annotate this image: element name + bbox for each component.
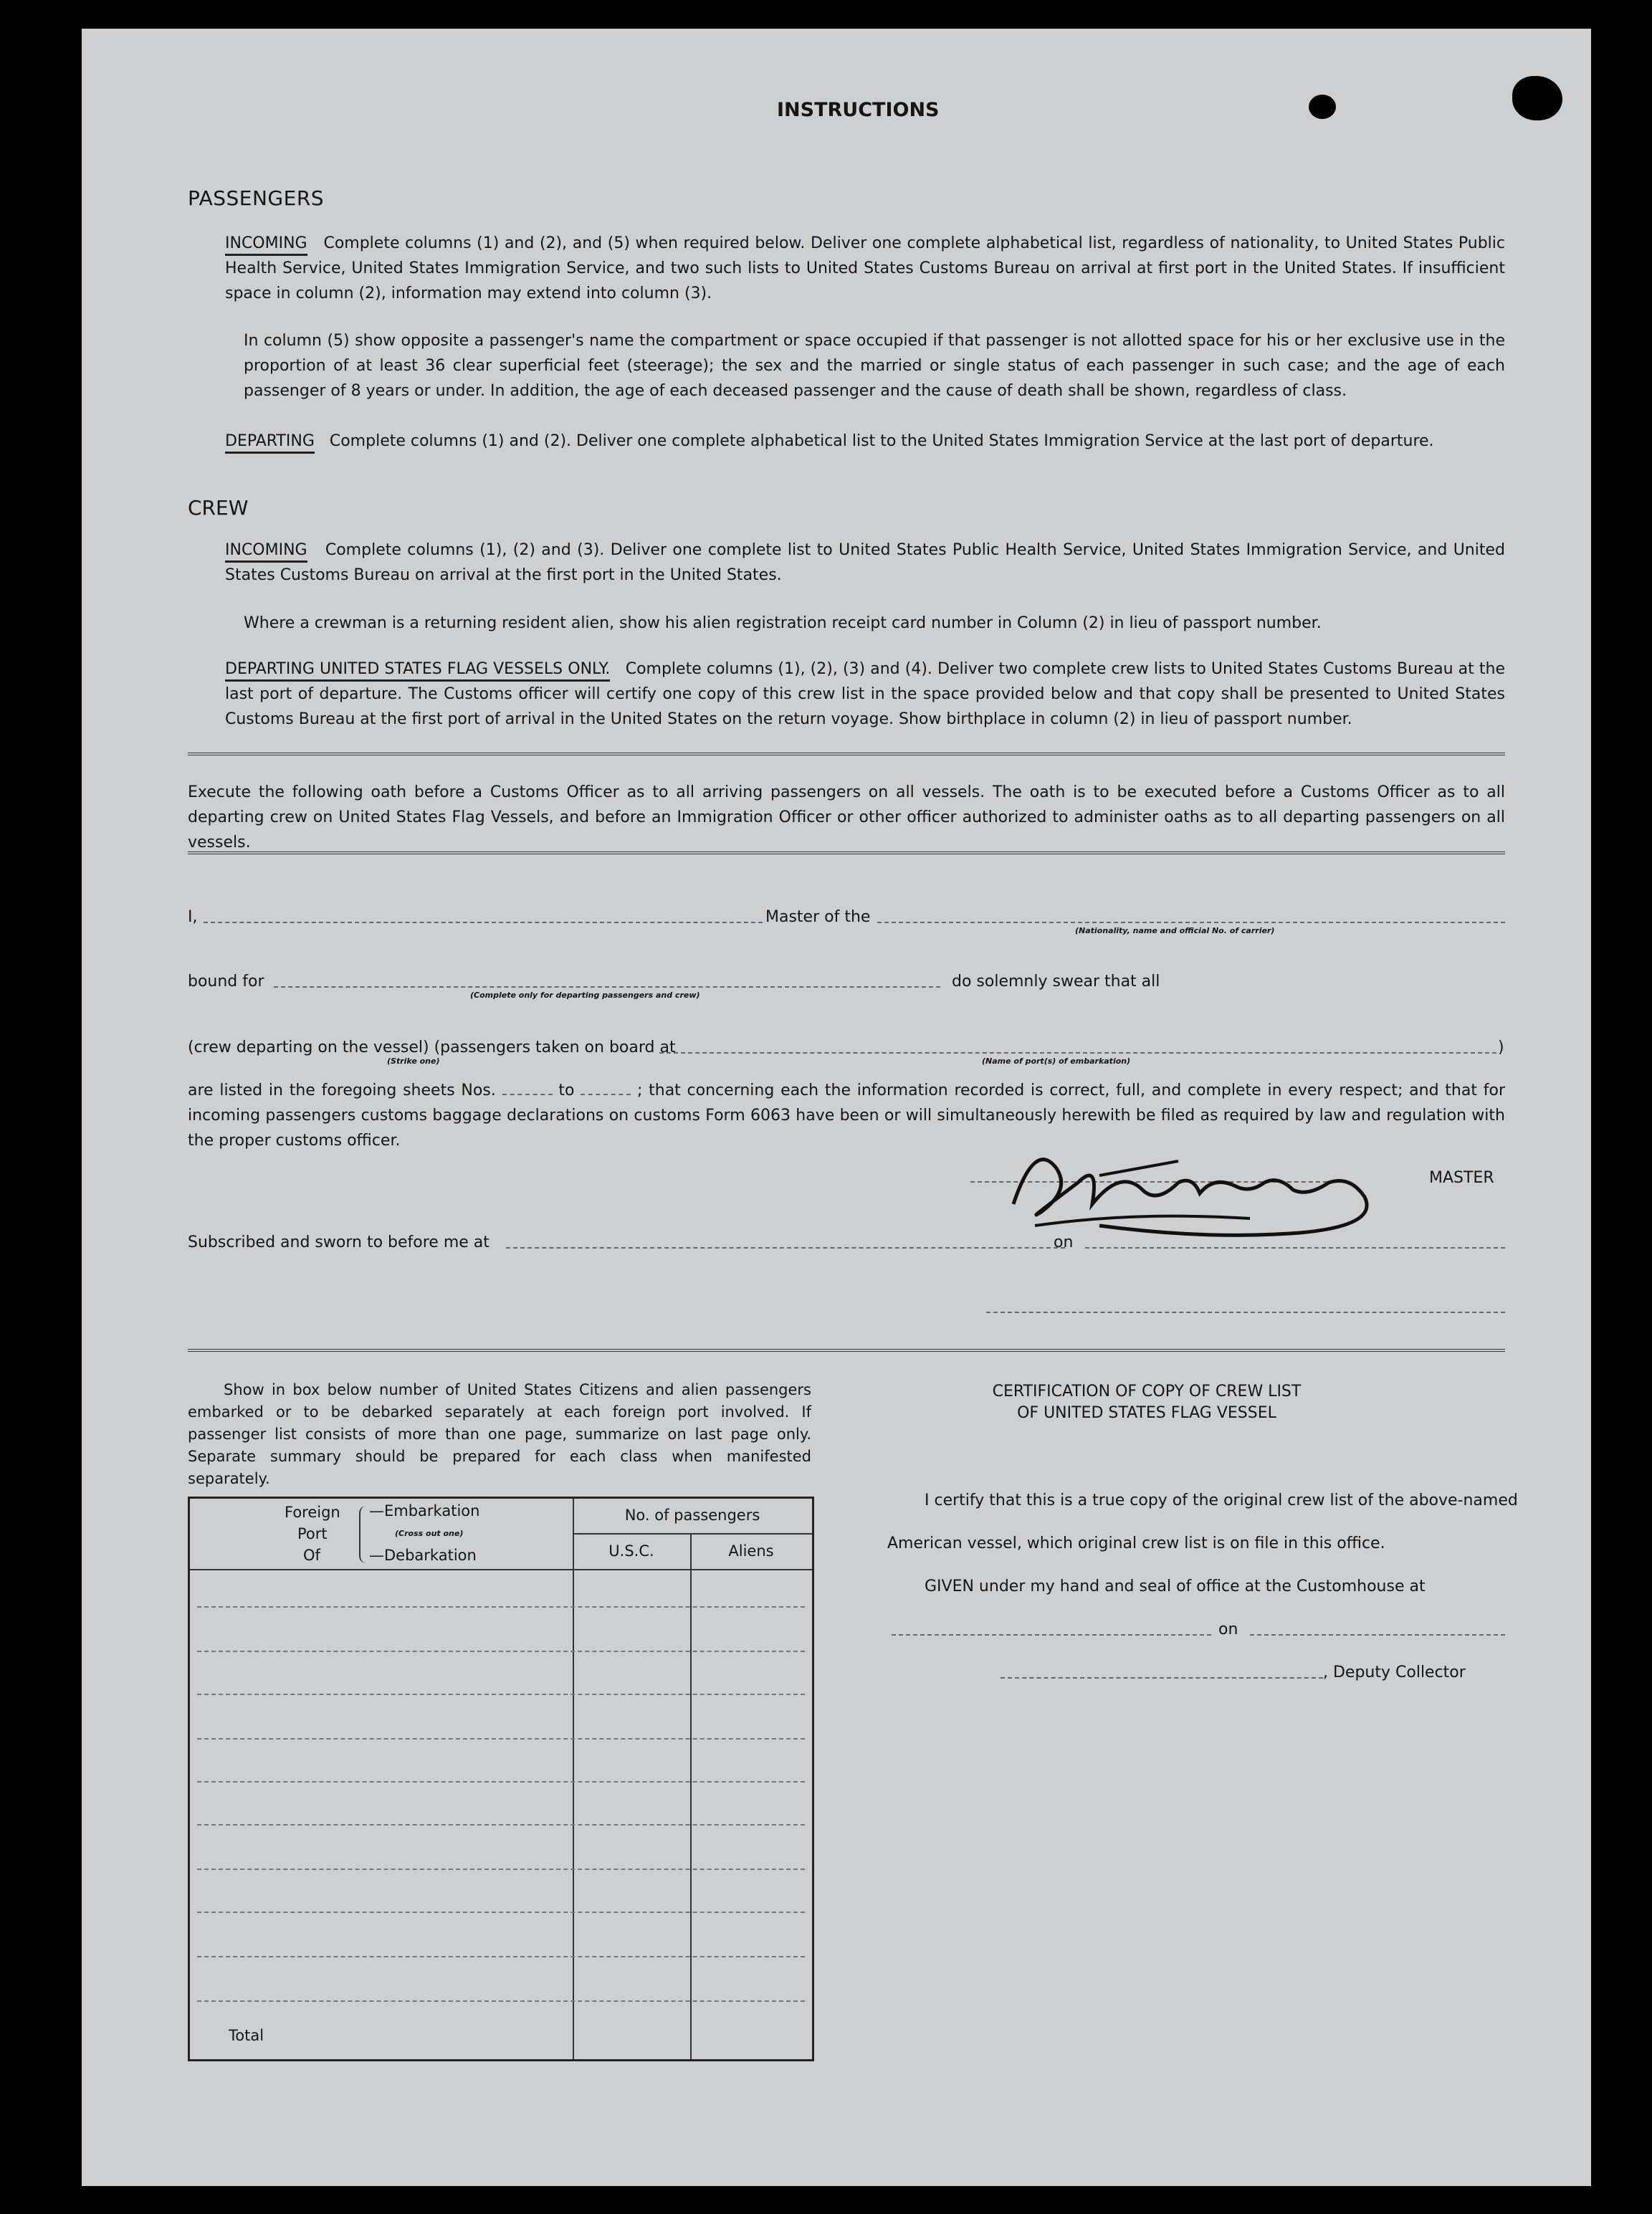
listed-part2: ; that concerning each the information recorded is correct, full, and complete in every respect; and that for incoming passengers customs baggage declarations on customs Form 6063 have been or will simultaneously herewith be filed as required by law and regulation with the proper customs officer. [188, 1082, 1505, 1150]
no-passengers-header: No. of passengers [624, 1507, 760, 1524]
strike-one-note: (Strike one) [387, 1056, 440, 1066]
bound-for-field[interactable] [274, 986, 940, 988]
passengers-departing-text: Complete columns (1) and (2). Deliver one complete alphabetical list to the United States Immigration Service at the last port of departure. [329, 432, 1434, 450]
usc-header: U.S.C. [608, 1542, 654, 1560]
nationality-note: (Nationality, name and official No. of carrier) [1075, 926, 1275, 935]
passenger-summary-table [188, 1497, 814, 2061]
punch-hole [1512, 76, 1562, 120]
passengers-subheader-divider [573, 1533, 812, 1535]
crew-incoming-label: INCOMING [225, 541, 307, 563]
document-page [82, 29, 1591, 2186]
passengers-departing-label: DEPARTING [225, 432, 315, 454]
divider-2 [188, 851, 1505, 859]
complete-only-note: (Complete only for departing passengers and crew) [470, 991, 700, 1000]
listed-to: to [558, 1082, 575, 1099]
col-divider-1 [573, 1499, 574, 2059]
header-divider [190, 1569, 812, 1570]
certification-heading-2: OF UNITED STATES FLAG VESSEL [1017, 1404, 1276, 1422]
summary-instructions: Show in box below number of United States Citizens and alien passengers embarked or to be debarked separately at each foreign port involved. If passenger list consists of more than one page, summarize on last page only. Separate summary should be prepared for each class when manifested separately. [188, 1381, 811, 1487]
swear-label: do solemnly swear that all [952, 973, 1160, 991]
brace [359, 1506, 368, 1563]
crew-departing-block [225, 657, 1505, 732]
cross-out-note: (Cross out one) [395, 1529, 464, 1538]
of-label: Of [303, 1547, 320, 1564]
certification-date-field[interactable] [1250, 1634, 1505, 1636]
port-label: Port [297, 1525, 328, 1542]
sheet-from-field[interactable] [502, 1094, 553, 1095]
certify-line-2: American vessel, which original crew list is on file in this office. [887, 1535, 1385, 1552]
table-row[interactable] [197, 2000, 805, 2002]
debarkation-label: —Debarkation [369, 1547, 477, 1564]
deputy-collector-label: , Deputy Collector [1323, 1664, 1466, 1681]
passengers-incoming-text: Complete columns (1) and (2), and (5) when required below. Deliver one complete alphabetical list, regardless of nationality, to United States Public Health Service, United States Immigration Service, and two such lists to United States Customs Bureau on arrival at first port in the United States. If insufficient space in column (2), information may extend into column (3). [225, 234, 1506, 302]
divider-3 [188, 1349, 1505, 1356]
table-row[interactable] [197, 1781, 805, 1783]
passengers-column5-text: In column (5) show opposite a passenger's name the compartment or space occupied if that passenger is not allotted space for his or her exclusive use in the proportion of at least 36 clear superficial feet (steerage); the sex and the married or single status of each passenger in such case; and the age of each passenger of 8 years or under. In addition, the age of each deceased passenger and the cause of death shall be shown, regardless of class. [244, 332, 1505, 400]
officer-signature-field[interactable] [986, 1312, 1505, 1313]
crew-heading: CREW [188, 496, 249, 520]
ink-blot [1309, 95, 1336, 119]
certification-heading-1: CERTIFICATION OF COPY OF CREW LIST [992, 1383, 1302, 1401]
table-row[interactable] [197, 1651, 805, 1652]
foreign-label: Foreign [285, 1504, 340, 1521]
certification-on-label: on [1218, 1621, 1238, 1638]
subscribed-date-field[interactable] [1085, 1247, 1505, 1249]
crew-departing-label: DEPARTING UNITED STATES FLAG VESSELS ONLY. [225, 660, 610, 682]
bound-for-label: bound for [188, 973, 264, 991]
table-row[interactable] [197, 1824, 805, 1826]
certify-line-1: I certify that this is a true copy of the original crew list of the above-named [925, 1492, 1518, 1509]
table-row[interactable] [197, 1606, 805, 1608]
master-name-field[interactable] [204, 922, 763, 923]
ports-note: (Name of port(s) of embarkation) [982, 1056, 1131, 1066]
embarkation-ports-field[interactable] [659, 1052, 1496, 1054]
embarkation-label: —Embarkation [369, 1502, 480, 1519]
passengers-heading: PASSENGERS [188, 186, 325, 210]
subscribed-place-field[interactable] [506, 1247, 1065, 1249]
passengers-incoming-block [225, 231, 1505, 306]
master-of-the-label: Master of the [765, 908, 871, 926]
sheet-to-field[interactable] [581, 1094, 631, 1095]
carrier-field[interactable] [877, 922, 1505, 923]
customhouse-field[interactable] [892, 1634, 1211, 1636]
col-divider-2 [690, 1533, 692, 2059]
table-row[interactable] [197, 1694, 805, 1695]
given-line: GIVEN under my hand and seal of office at the Customhouse at [925, 1578, 1426, 1595]
listed-part1: are listed in the foregoing sheets Nos. [188, 1082, 496, 1099]
subscribed-label: Subscribed and sworn to before me at [188, 1234, 490, 1251]
deputy-signature-field[interactable] [1001, 1677, 1323, 1679]
table-row[interactable] [197, 1738, 805, 1740]
subscribed-on-label: on [1054, 1234, 1074, 1251]
crew-departing-text: Complete columns (1), (2), (3) and (4). Deliver two complete crew lists to United States Customs Bureau at the last port of departure. The Customs officer will certify one copy of this crew list in the space provided below and that copy shall be presented to United States Customs Bureau at the first port of arrival in the United States on the return voyage. Show birthplace in column (2) in lieu of passport number. [225, 660, 1505, 728]
master-label: MASTER [1429, 1169, 1494, 1187]
divider-1 [188, 753, 1505, 760]
page-title: INSTRUCTIONS [777, 99, 940, 121]
crew-incoming-block [225, 538, 1505, 588]
passengers-incoming-label: INCOMING [225, 234, 307, 256]
crew-departing-label: (crew departing on the vessel) (passengers taken on board at [188, 1039, 676, 1056]
crew-incoming-text: Complete columns (1), (2) and (3). Deliver one complete list to United States Public Health Service, United States Immigration Service, and United States Customs Bureau on arrival at the first port in the United States. [225, 541, 1505, 584]
table-row[interactable] [197, 1869, 805, 1870]
aliens-header: Aliens [728, 1542, 774, 1560]
crew-resident-text: Where a crewman is a returning resident alien, show his alien registration receipt card number in Column (2) in lieu of passport number. [244, 614, 1322, 632]
total-label: Total [229, 2027, 264, 2044]
oath-i-label: I, [188, 908, 198, 926]
passengers-departing-block [225, 429, 1505, 454]
close-paren: ) [1498, 1039, 1504, 1056]
table-row[interactable] [197, 1956, 805, 1957]
oath-intro: Execute the following oath before a Customs Officer as to all arriving passengers on all vessels. The oath is to be executed before a Customs Officer as to all departing crew on United States Flag Vessels, and before an Immigration Officer or other officer authorized to administer oaths as to all departing passengers on all vessels. [188, 783, 1505, 851]
table-row[interactable] [197, 1912, 805, 1913]
